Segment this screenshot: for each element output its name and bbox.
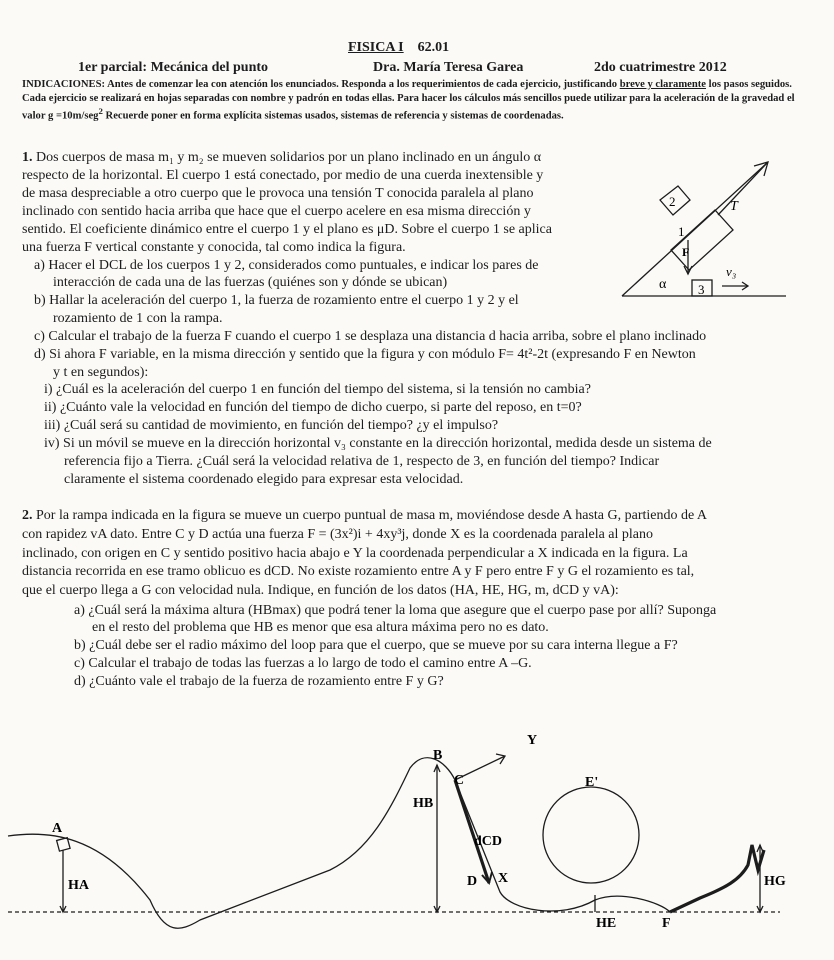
ex2-d: d) ¿Cuánto vale el trabajo de la fuerza de rozamiento entre F y G? [74,674,444,689]
course-name: FISICA I [348,40,404,55]
instructions-text-a: Antes de comenzar lea con atención los enunciados. Responda a los requerimientos de cada ejercicio, justificando [107,79,618,90]
ex1-iv-3: claramente el sistema coordenado elegido para expresar esta velocidad. [64,472,464,487]
ex2-c: c) Calcular el trabajo de todas las fuerzas a lo largo de todo el camino entre A –G. [74,656,532,671]
instructions-label: INDICACIONES: [22,79,105,90]
ex1-d-2: y t en segundos): [53,365,149,380]
block-A [57,838,70,851]
ex2-number: 2. [22,508,33,523]
ex2-line-3: distancia recorrida en ese tramo oblicuo es dCD. No existe rozamiento entre A y F pero entre F y G el rozamiento es tal, [22,564,695,579]
ex1-line-2: de masa despreciable a otro cuerpo que le provoca una tensión T conocida paralela al plano [22,186,534,201]
label-HA: HA [68,878,89,893]
ramp-curve [8,758,748,929]
ex1-a-2: interacción de cada una de las fuerzas (quiénes son y dónde se ubican) [53,275,448,290]
label-C: C [454,773,465,788]
label-2: 2 [669,194,676,209]
ex1-line-3: inclinado con sentido hacia arriba que hace que el cuerpo acelere en esa misma dirección y [22,204,531,219]
ex1-c: c) Calcular el trabajo de la fuerza F cuando el cuerpo 1 se desplaza una distancia d hacia arriba, sobre el plano inclinado [34,329,707,344]
course-code: 62.01 [417,40,450,55]
instructions-text-c: Recuerde poner en forma explícita sistemas usados, sistemas de referencia y sistemas de coordenadas. [102,110,564,122]
label-HG: HG [764,874,786,889]
ex1-iii: iii) ¿Cuál será su cantidad de movimiento, en función del tiempo? ¿y el impulso? [44,418,499,433]
ex1-i: i) ¿Cuál es la aceleración del cuerpo 1 en función del tiempo del sistema, si la tensión no cambia? [44,382,591,397]
label-3: 3 [698,282,705,297]
ex1-d-1: d) Si ahora F variable, en la misma dirección y sentido que la figura y con módulo F= 4t²-2t (expresando F en Newton [34,347,696,362]
ex2-line-4: que el cuerpo llega a G con velocidad nula. Indique, en función de los datos (HA, HE, HG, m, dCD y vA): [22,583,619,598]
label-B: B [433,748,443,763]
label-alpha: α [659,277,667,292]
label-D: D [467,874,478,889]
ex2-a-2: en el resto del problema que HB es menor que esa altura máxima pero no es dato. [92,620,549,635]
ex1-a-1: a) Hacer el DCL de los cuerpos 1 y 2, considerados como puntuales, e indicar los pares de [34,258,539,273]
ex1-iv-1: iv) Si un móvil se mueve en la dirección horizontal v₃ constante en la dirección horizontal, medida desde un sistema de [44,436,712,451]
ramp-rough-segment [670,845,764,912]
ex2-b: b) ¿Cuál debe ser el radio máximo del loop para que el cuerpo, que se mueve por su cara interna llegue a F? [74,638,678,653]
ex1-line-5: una fuerza F vertical constante y conocida, tal como indica la figura. [22,240,406,255]
term: 2do cuatrimestre 2012 [594,60,727,75]
label-HB: HB [413,796,434,811]
incline-figure [618,150,788,300]
ex1-b-1: b) Hallar la aceleración del cuerpo 1, la fuerza de rozamiento entre el cuerpo 1 y 2 y el [34,293,519,308]
ex2-line-0: 2. Por la rampa indicada en la figura se mueve un cuerpo puntual de masa m, moviéndose desde A hasta G, partiendo de A [22,508,708,523]
label-v3: v₃ [726,264,737,279]
label-1: 1 [678,224,685,239]
label-E: E' [585,775,599,790]
label-HE: HE [596,916,617,931]
exam-title: 1er parcial: Mecánica del punto [78,60,269,75]
label-Y: Y [527,733,538,748]
ex1-b-2: rozamiento de 1 con la rampa. [53,311,223,326]
segment-CD [455,780,489,883]
ramp-figure [0,720,834,960]
teacher-name: Dra. María Teresa Garea [373,60,524,75]
course-title [348,40,449,56]
loop [543,787,639,883]
block-1 [671,210,733,270]
instructions-text-b: los pasos seguidos. Cada ejercicio se realizará en hojas separadas con nombre y padrón en todas ellas. Para hacer los cálculos más sencillos puede utilizar para la aceleración de la gravedad el valor g =10m/seg [22,79,795,122]
instructions [22,78,812,123]
ex1-ii: ii) ¿Cuánto vale la velocidad en función del tiempo de dicho cuerpo, si parte del reposo, en t=0? [44,400,582,415]
rope-T [718,162,768,215]
ex1-iv-2: referencia fijo a Tierra. ¿Cuál será la velocidad relativa de 1, respecto de 3, en función del tiempo? Indicar [64,454,660,469]
ex2-line-1: con rapidez vA dato. Entre C y D actúa una fuerza F = (3x²)i + 4xy³j, donde X es la coordenada paralela al plano [22,527,654,542]
instructions-sup: 2 [98,106,103,116]
ex1-line-0: 1. Dos cuerpos de masa m₁ y m₂ se mueven solidarios por un plano inclinado en un ángulo α [22,150,542,165]
label-T: T [730,199,738,214]
instructions-underlined: breve y claramente [619,79,706,90]
label-F: F [682,245,690,259]
ex2-a-1: a) ¿Cuál será la máxima altura (HBmax) que podrá tener la loma que asegure que el cuerpo pase por allí? Suponga [74,603,717,618]
label-A: A [52,821,63,836]
label-X: X [498,871,509,886]
ex2-line-2: inclinado, con origen en C y sentido positivo hacia abajo e Y la coordenada perpendicular a X indicada en la figura. La [22,546,688,561]
ex1-line-4: sentido. El coeficiente dinámico entre el cuerpo 1 y el plano es μD. Sobre el cuerpo 1 se aplica [22,222,552,237]
ex1-number: 1. [22,150,33,165]
label-F: F [662,916,671,931]
label-dCD: dCD [474,834,503,849]
ex1-line-1: respecto de la horizontal. El cuerpo 1 está conectado, por medio de una cuerda inextensible y [22,168,544,183]
